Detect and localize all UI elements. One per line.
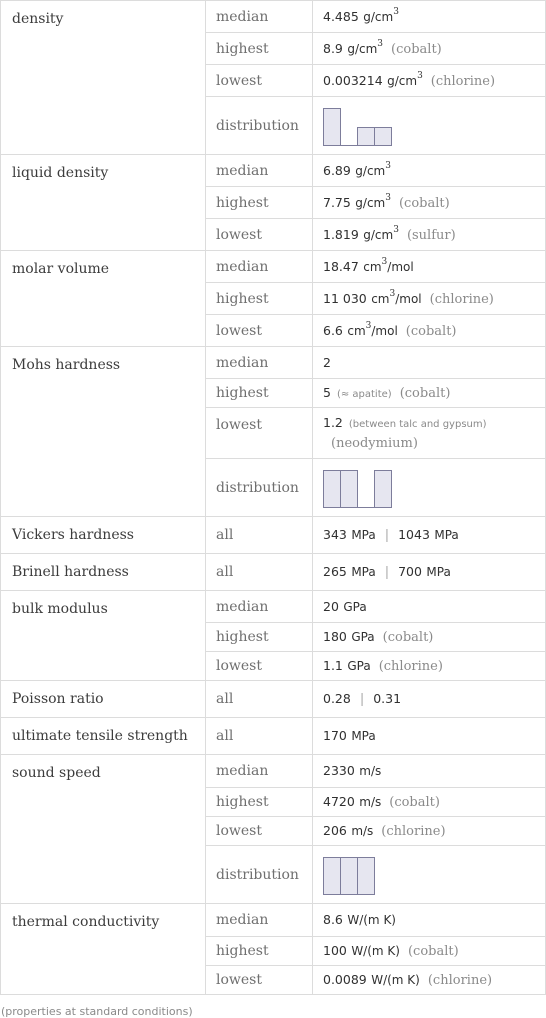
distribution-histogram xyxy=(323,855,403,895)
thermal-highest: 100 W/(m K) (cobalt) xyxy=(313,937,546,966)
stat-label: all xyxy=(206,554,313,591)
bulk-highest: 180 GPa (cobalt) xyxy=(313,623,546,652)
mohs-lowest: 1.2 (between talc and gypsum) (neodymium) xyxy=(313,408,546,459)
density-label: density xyxy=(1,1,206,155)
poisson-values: 0.28 | 0.31 xyxy=(313,681,546,718)
mohs-distribution xyxy=(313,459,546,517)
histogram-bar xyxy=(357,857,375,895)
brinell-hardness-label: Brinell hardness xyxy=(1,554,206,591)
stat-label: all xyxy=(206,681,313,718)
stat-label: lowest xyxy=(206,652,313,681)
brinell-values: 265 MPa | 700 MPa xyxy=(313,554,546,591)
stat-label: distribution xyxy=(206,846,313,904)
histogram-bar xyxy=(323,857,341,895)
bulk-median: 20 GPa xyxy=(313,591,546,623)
stat-label: highest xyxy=(206,33,313,65)
stat-label: median xyxy=(206,155,313,187)
stat-label: highest xyxy=(206,187,313,219)
molar-volume-highest: 11 030 $cm^3$/mol (chlorine) xyxy=(313,283,546,315)
stat-label: lowest xyxy=(206,408,313,459)
thermal-lowest: 0.0089 W/(m K) (chlorine) xyxy=(313,966,546,995)
stat-label: median xyxy=(206,251,313,283)
liquid-density-lowest: 1.819 $g/cm^3$ (sulfur) xyxy=(313,219,546,251)
density-lowest: 0.003214 $g/cm^3$ (chlorine) xyxy=(313,65,546,97)
histogram-bar xyxy=(357,127,375,146)
density-distribution xyxy=(313,97,546,155)
stat-label: distribution xyxy=(206,97,313,155)
distribution-histogram xyxy=(323,106,403,146)
liquid-density-median: 6.89 $g/cm^3$ xyxy=(313,155,546,187)
stat-label: lowest xyxy=(206,219,313,251)
stat-label: median xyxy=(206,904,313,937)
stat-label: distribution xyxy=(206,459,313,517)
stat-label: highest xyxy=(206,937,313,966)
stat-label: median xyxy=(206,591,313,623)
stat-label: all xyxy=(206,718,313,755)
tensile-strength-label: ultimate tensile strength xyxy=(1,718,206,755)
bulk-modulus-label: bulk modulus xyxy=(1,591,206,681)
tensile-values: 170 MPa xyxy=(313,718,546,755)
thermal-median: 8.6 W/(m K) xyxy=(313,904,546,937)
stat-label: highest xyxy=(206,283,313,315)
molar-volume-label: molar volume xyxy=(1,251,206,347)
stat-label: lowest xyxy=(206,315,313,347)
sound-lowest: 206 m/s (chlorine) xyxy=(313,817,546,846)
density-highest: 8.9 $g/cm^3$ (cobalt) xyxy=(313,33,546,65)
mohs-median: 2 xyxy=(313,347,546,379)
stat-label: median xyxy=(206,755,313,788)
sound-median: 2330 m/s xyxy=(313,755,546,788)
thermal-conductivity-label: thermal conductivity xyxy=(1,904,206,995)
liquid-density-label: liquid density xyxy=(1,155,206,251)
stat-label: lowest xyxy=(206,817,313,846)
histogram-bar xyxy=(323,108,341,146)
histogram-bar xyxy=(374,470,392,508)
density-median: 4.485 $g/cm^3$ xyxy=(313,1,546,33)
vickers-values: 343 MPa | 1043 MPa xyxy=(313,517,546,554)
stat-label: lowest xyxy=(206,65,313,97)
footer-note: (properties at standard conditions) xyxy=(1,1005,193,1018)
poisson-ratio-label: Poisson ratio xyxy=(1,681,206,718)
stat-label: median xyxy=(206,1,313,33)
histogram-bar xyxy=(374,127,392,146)
distribution-histogram xyxy=(323,468,403,508)
histogram-bar xyxy=(340,470,358,508)
molar-volume-lowest: 6.6 $cm^3$/mol (cobalt) xyxy=(313,315,546,347)
bulk-lowest: 1.1 GPa (chlorine) xyxy=(313,652,546,681)
histogram-bar xyxy=(340,857,358,895)
stat-label: highest xyxy=(206,623,313,652)
sound-highest: 4720 m/s (cobalt) xyxy=(313,788,546,817)
histogram-bar xyxy=(323,470,341,508)
sound-distribution xyxy=(313,846,546,904)
stat-label: lowest xyxy=(206,966,313,995)
liquid-density-highest: 7.75 $g/cm^3$ (cobalt) xyxy=(313,187,546,219)
stat-label: highest xyxy=(206,788,313,817)
mohs-hardness-label: Mohs hardness xyxy=(1,347,206,517)
stat-label: highest xyxy=(206,379,313,408)
stat-label: all xyxy=(206,517,313,554)
vickers-hardness-label: Vickers hardness xyxy=(1,517,206,554)
molar-volume-median: 18.47 $cm^3$/mol xyxy=(313,251,546,283)
sound-speed-label: sound speed xyxy=(1,755,206,904)
stat-label: median xyxy=(206,347,313,379)
mohs-highest: 5 (≈ apatite) (cobalt) xyxy=(313,379,546,408)
